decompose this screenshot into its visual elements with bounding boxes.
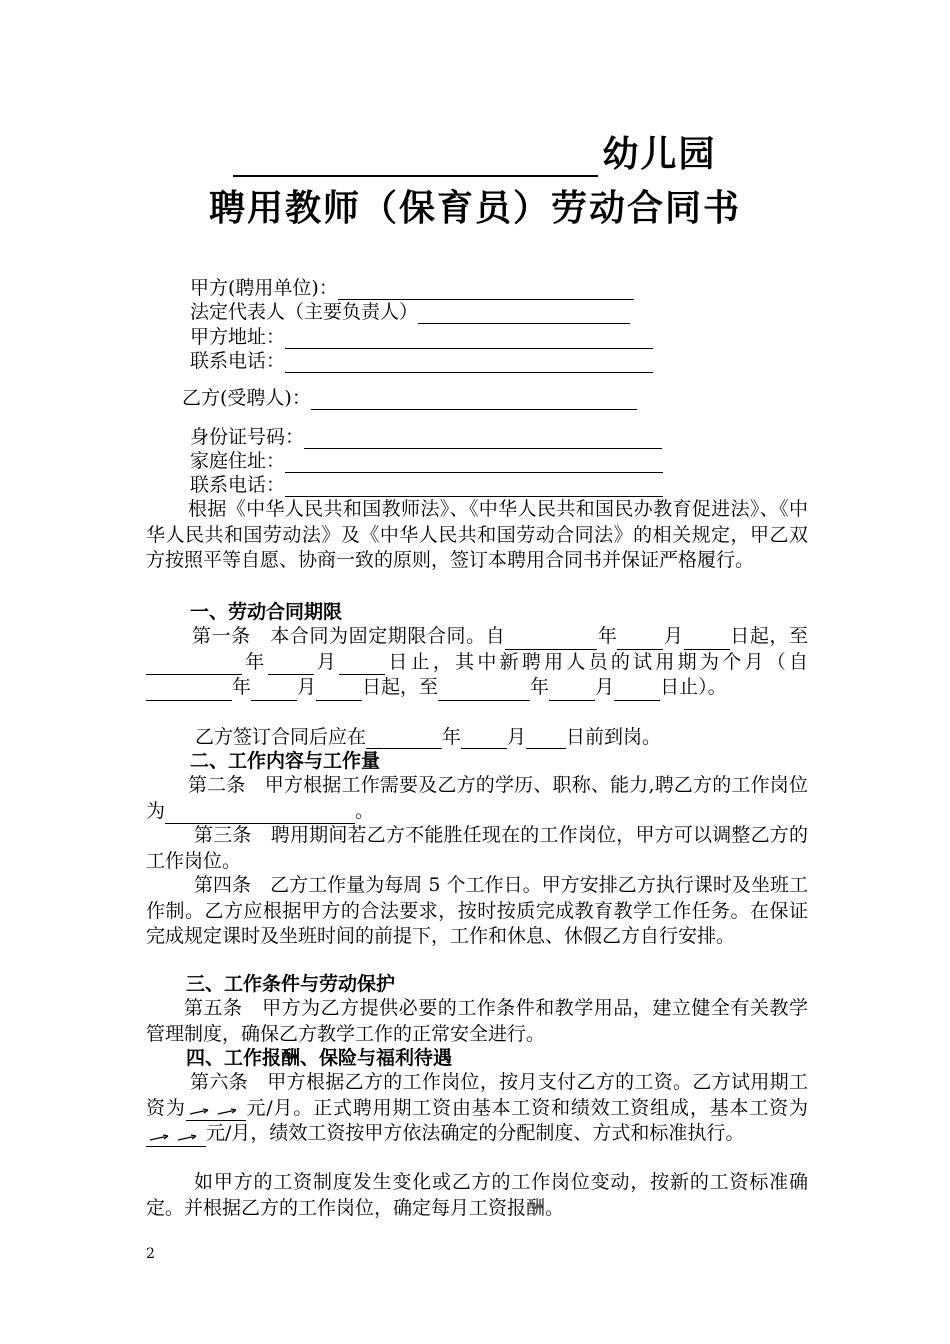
section-3-heading: 三、工作条件与劳动保护 bbox=[186, 973, 396, 995]
section-1-heading: 一、劳动合同期限 bbox=[190, 601, 343, 623]
party-a-name-blank bbox=[338, 279, 634, 300]
article-6-supplement: 如甲方的工资制度发生变化或乙方的工作岗位变动，按新的工资标准确定。并根据乙方的工作岗位，确定每月工资报酬。 bbox=[146, 1171, 808, 1219]
page-number: 2 bbox=[146, 1246, 155, 1262]
party-b-name-field: 乙方(受聘人)： bbox=[182, 386, 637, 410]
title-kindergarten bbox=[0, 126, 950, 177]
trial-salary-blank bbox=[186, 1101, 246, 1121]
title-suffix: 幼儿园 bbox=[602, 133, 717, 175]
section-4-heading: 四、工作报酬、保险与福利待遇 bbox=[186, 1047, 453, 1069]
preamble: 根据《中华人民共和国教师法》、《中华人民共和国民办教育促进法》、《中华人民共和国劳动法》及《中华人民共和国劳动合同法》的相关规定，甲乙双方按照平等自愿、协商一致的原则，签订本聘用合同书并保证严格履行。 bbox=[146, 498, 808, 571]
article-1: 第一条 本合同为固定期限合同。自 年 月 日起，至年 月 日止，其中新聘用人员的试用期为个月（自年 月 日起，至 年 月 日止）。 bbox=[146, 624, 808, 701]
article-6: 第六条 甲方根据乙方的工作岗位，按月支付乙方的工资。乙方试用期工资为 元/月。正式聘用期工资由基本工资和绩效工资组成，基本工资为 元/月，绩效工资按甲方依法确定的分配制度、方式和标准执行。 bbox=[146, 1070, 808, 1147]
party-b-id-field: 身份证号码： bbox=[190, 425, 662, 449]
article-5: 第五条 甲方为乙方提供必要的工作条件和教学用品，建立健全有关教学管理制度，确保乙方教学工作的正常安全进行。 bbox=[146, 997, 808, 1045]
party-a-phone-field: 联系电话： bbox=[190, 349, 653, 373]
article-2: 第二条 甲方根据工作需要及乙方的学历、职称、能力,聘乙方的工作岗位为 。 bbox=[146, 773, 808, 824]
party-b-home-field: 家庭住址： bbox=[190, 449, 663, 473]
party-a-address-field: 甲方地址： bbox=[190, 325, 653, 349]
party-a-phone-blank bbox=[285, 352, 653, 373]
base-salary-blank bbox=[146, 1127, 206, 1147]
title-contract: 聘用教师（保育员）劳动合同书 bbox=[208, 187, 741, 229]
party-b-id-blank bbox=[304, 428, 662, 449]
party-a-name-field: 甲方(聘用单位)： bbox=[190, 276, 634, 300]
party-a-rep-blank bbox=[418, 303, 630, 324]
party-a-rep-field: 法定代表人（主要负责人） bbox=[190, 300, 630, 324]
party-b-name-blank bbox=[311, 389, 637, 410]
kindergarten-name-blank bbox=[233, 141, 598, 177]
article-4: 第四条 乙方工作量为每周 5 个工作日。甲方安排乙方执行课时及坐班工作制。乙方应根据甲方的合法要求，按时按质完成教育教学工作任务。在保证完成规定课时及坐班时间的前提下，工作和休息、休假乙方自行安排。 bbox=[146, 874, 808, 947]
party-a-address-blank bbox=[285, 328, 653, 349]
party-b-home-blank bbox=[285, 452, 663, 473]
article-3: 第三条 聘用期间若乙方不能胜任现在的工作岗位，甲方可以调整乙方的工作岗位。 bbox=[146, 824, 808, 872]
party-b-phone-field: 联系电话： bbox=[190, 473, 663, 497]
party-b-phone-blank bbox=[285, 476, 663, 497]
report-date-line: 乙方签订合同后应在 年 月 日前到岗。 bbox=[195, 726, 662, 748]
section-2-heading: 二、工作内容与工作量 bbox=[190, 750, 381, 772]
